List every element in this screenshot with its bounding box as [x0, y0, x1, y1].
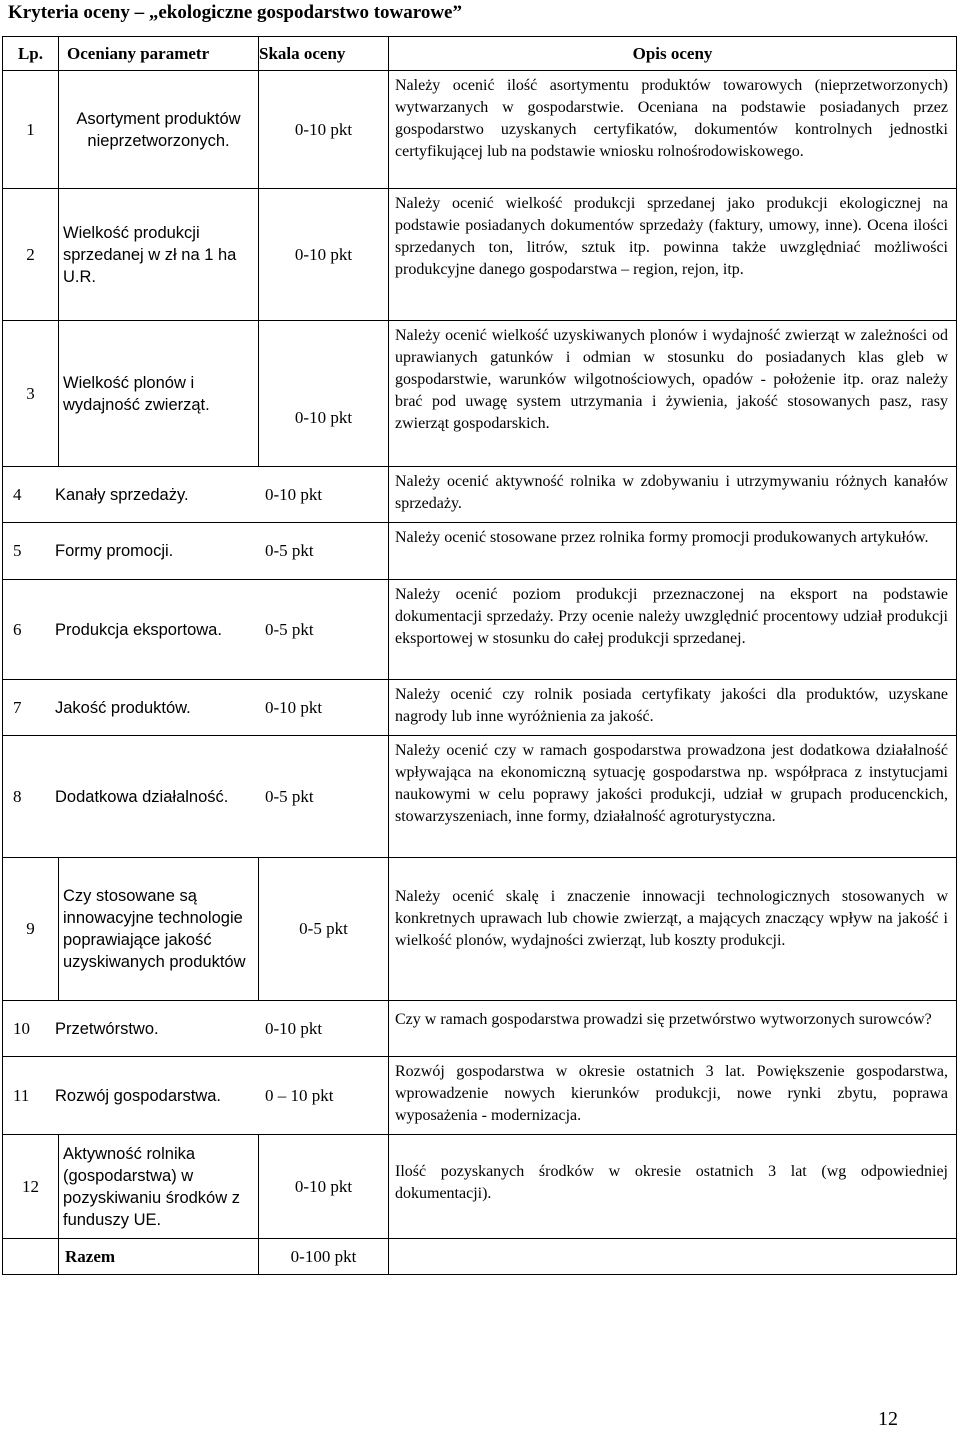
- header-lp: Lp.: [3, 37, 59, 71]
- row-number: 11: [13, 1085, 30, 1105]
- row-scale: 0-5 pkt: [265, 786, 314, 806]
- row-parameter: Wielkość produkcji sprzedanej w zł na 1 ha U.R.: [59, 189, 259, 321]
- table-row: [3, 467, 957, 523]
- row-scale: 0-10 pkt: [259, 71, 389, 189]
- table-header-row: [3, 37, 957, 71]
- row-merged-cell: [3, 467, 389, 523]
- table-row: [3, 680, 957, 736]
- table-row: [3, 1001, 957, 1057]
- row-merged-cell: [3, 580, 389, 680]
- header-param: Oceniany parametr: [59, 37, 259, 71]
- table-row: [3, 736, 957, 858]
- row-merged-cell: [3, 680, 389, 736]
- row-description: Należy ocenić ilość asortymentu produktów towarowych (nieprzetworzonych) wytwarzanych w gospodarstwie. Oceniana na podstawie posiadanych przez gospodarstwo uzyskanych certyfikatów, dokumentów kontrolnych jednostki certyfikującej lub na podstawie wniosku rolnośrodowiskowego.: [389, 71, 957, 189]
- page-number: 12: [878, 1408, 898, 1430]
- row-number: 4: [13, 484, 22, 504]
- row-number: 2: [3, 189, 59, 321]
- row-parameter: Asortyment produktów nieprzetworzonych.: [59, 71, 259, 189]
- total-scale: 0-100 pkt: [259, 1239, 389, 1275]
- row-parameter: Wielkość plonów i wydajność zwierząt.: [59, 321, 259, 467]
- row-description: Należy ocenić skalę i znaczenie innowacji technologicznych stosowanych w konkretnych uprawach lub chowie zwierząt, a mających znaczący wpływ na jakość i wielkość plonów, wydajności zwierząt, lub koszty produkcji.: [389, 858, 957, 1001]
- row-scale: 0-10 pkt: [259, 1135, 389, 1239]
- row-number: 5: [13, 541, 22, 560]
- row-parameter: Czy stosowane są innowacyjne technologie poprawiające jakość uzyskiwanych produktów: [59, 858, 259, 1001]
- row-parameter: Przetwórstwo.: [55, 1019, 159, 1038]
- document-title: Kryteria oceny – „ekologiczne gospodarstwo towarowe”: [8, 2, 462, 23]
- row-description: Czy w ramach gospodarstwa prowadzi się przetwórstwo wytworzonych surowców?: [389, 1001, 957, 1057]
- table-row: [3, 71, 957, 189]
- row-description: Rozwój gospodarstwa w okresie ostatnich 3 lat. Powiększenie gospodarstwa, wprowadzenie nowych kierunków produkcji, nowe rynki zbytu, poprawa wyposażenia - modernizacja.: [389, 1057, 957, 1135]
- row-description: Należy ocenić stosowane przez rolnika formy promocji produkowanych artykułów.: [389, 523, 957, 580]
- table-row: [3, 523, 957, 580]
- row-parameter: Produkcja eksportowa.: [55, 620, 222, 639]
- total-desc-cell: [389, 1239, 957, 1275]
- row-number: 12: [3, 1135, 59, 1239]
- table-row: [3, 858, 957, 1001]
- row-description: Należy ocenić wielkość uzyskiwanych plonów i wydajność zwierząt w zależności od uprawianych gatunków i odmian w stosunku do posiadanych klas gleb w gospodarstwie, warunków wilgotnościowych, opadów - położenie itp. oraz należy brać pod uwagę system utrzymania i żywienia, jakość stosowanych pasz, rasy zwierząt gospodarskich.: [389, 321, 957, 467]
- table-row: [3, 189, 957, 321]
- row-merged-cell: [3, 523, 389, 580]
- total-empty-cell: [3, 1239, 59, 1275]
- row-scale: 0 – 10 pkt: [265, 1085, 334, 1105]
- table-row: [3, 580, 957, 680]
- row-scale: 0-10 pkt: [259, 189, 389, 321]
- table-row: [3, 1057, 957, 1135]
- row-merged-cell: [3, 1057, 389, 1135]
- row-scale: 0-5 pkt: [265, 541, 314, 560]
- row-merged-cell: [3, 1001, 389, 1057]
- row-description: Należy ocenić aktywność rolnika w zdobywaniu i utrzymywaniu różnych kanałów sprzedaży.: [389, 467, 957, 523]
- row-scale: 0-10 pkt: [265, 484, 323, 504]
- row-scale: 0-10 pkt: [265, 1018, 323, 1038]
- table-row: [3, 321, 957, 467]
- row-merged-cell: [3, 736, 389, 858]
- row-description: Należy ocenić wielkość produkcji sprzedanej jako produkcji ekologicznej na podstawie posiadanych dokumentów sprzedaży (faktury, umowy, inne). Ocena ilości sprzedanych ton, litrów, sztuk itp. powinna także uwzględniać możliwości produkcyjne danego gospodarstwa – region, rejon, itp.: [389, 189, 957, 321]
- row-description: Należy ocenić poziom produkcji przeznaczonej na eksport na podstawie dokumentacji sprzedaży. Przy ocenie należy uwzględnić procentowy udział produkcji eksportowej w stosunku do całej produkcji sprzedanej.: [389, 580, 957, 680]
- criteria-table: [2, 36, 957, 1275]
- header-scale: Skala oceny: [259, 37, 389, 71]
- row-parameter: Formy promocji.: [55, 542, 174, 560]
- row-number: 10: [13, 1018, 30, 1038]
- row-description: Należy ocenić czy w ramach gospodarstwa prowadzona jest dodatkowa działalność wpływająca na ekonomiczną sytuację gospodarstwa np. współpraca z instytucjami naukowymi w celu poprawy jakości produkcji, udział w grupach producenckich, stowarzyszeniach, inne formy, działalność agroturystyczna.: [389, 736, 957, 858]
- row-parameter: Dodatkowa działalność.: [55, 787, 229, 806]
- total-label: Razem: [59, 1239, 259, 1275]
- row-parameter: Rozwój gospodarstwa.: [55, 1086, 221, 1105]
- row-description: Ilość pozyskanych środków w okresie ostatnich 3 lat (wg odpowiedniej dokumentacji).: [389, 1135, 957, 1239]
- row-description: Należy ocenić czy rolnik posiada certyfikaty jakości dla produktów, uzyskane nagrody lub inne wyróżnienia za jakość.: [389, 680, 957, 736]
- row-number: 9: [3, 858, 59, 1001]
- row-scale: 0-10 pkt: [265, 697, 323, 717]
- row-number: 6: [13, 619, 22, 639]
- row-number: 7: [13, 697, 22, 717]
- row-number: 3: [3, 321, 59, 467]
- row-scale: 0-5 pkt: [259, 858, 389, 1001]
- row-number: 8: [13, 786, 22, 806]
- row-scale: 0-10 pkt: [259, 321, 389, 467]
- row-parameter: Jakość produktów.: [55, 698, 191, 717]
- table-row: [3, 1135, 957, 1239]
- row-number: 1: [3, 71, 59, 189]
- row-scale: 0-5 pkt: [265, 619, 314, 639]
- row-parameter: Aktywność rolnika (gospodarstwa) w pozyskiwaniu środków z funduszy UE.: [59, 1135, 259, 1239]
- header-desc: Opis oceny: [389, 37, 957, 71]
- table-total-row: [3, 1239, 957, 1275]
- row-parameter: Kanały sprzedaży.: [55, 485, 189, 504]
